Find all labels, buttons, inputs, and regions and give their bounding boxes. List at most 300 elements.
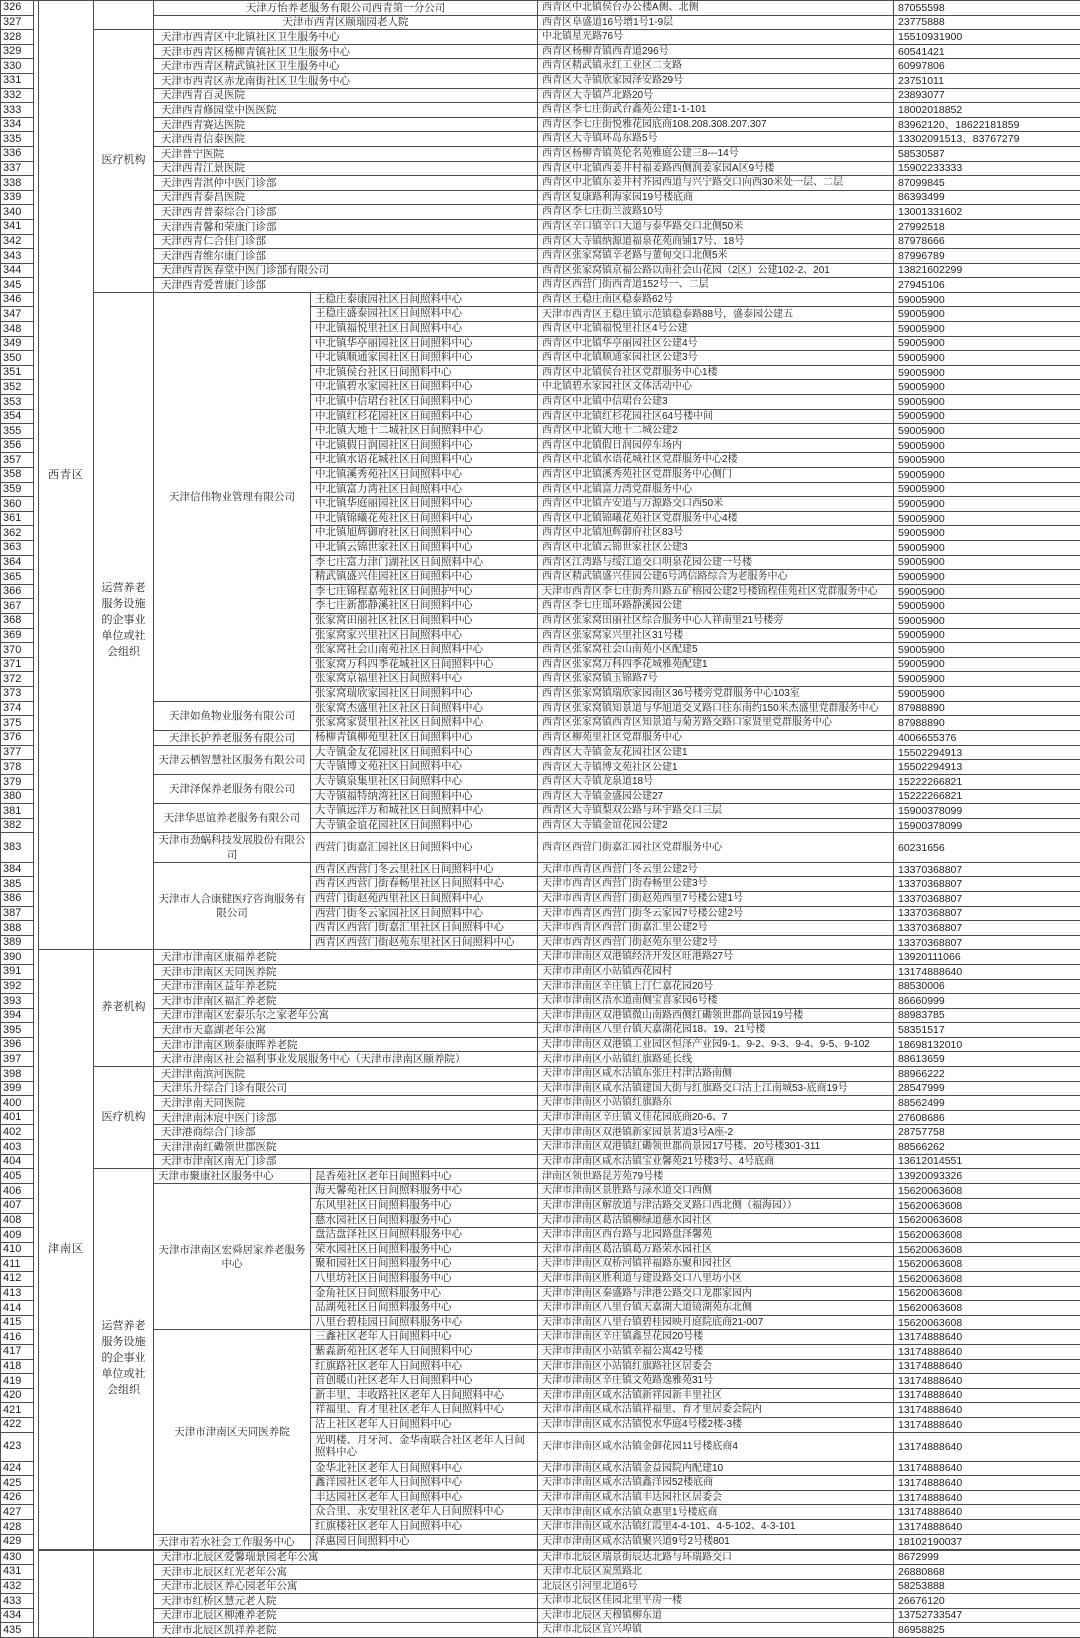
facility-name-cell: 鑫洋园社区老年人日间照料中心 (311, 1476, 538, 1491)
table-row (1, 205, 1080, 220)
address-cell: 西青区中北镇假日润园停车场内 (538, 438, 894, 453)
address-cell: 西青区中北镇大地十二城公建2 (538, 424, 894, 439)
organization-name-cell: 天津西青淇仲中医门诊部 (154, 176, 538, 191)
row-number-cell: 406 (1, 1184, 34, 1199)
operator-name-cell: 天津市若水社会工作服务中心 (154, 1534, 311, 1550)
table-row (1, 30, 1080, 45)
address-cell: 天津市津南区小站镇幸福公寓42号楼 (538, 1344, 894, 1359)
facility-name-cell: 中北镇中信珺台社区日间照料中心 (311, 395, 538, 410)
row-number-cell: 395 (1, 1023, 34, 1038)
address-cell: 天津市津南区小站镇红旗路东 (538, 1096, 894, 1111)
phone-cell: 59005900 (894, 409, 1080, 424)
phone-cell: 86393499 (894, 190, 1080, 205)
table-row (1, 994, 1080, 1009)
facility-name-cell: 众合里、永安里社区老年人日间照料中心 (311, 1505, 538, 1520)
table-row (1, 219, 1080, 234)
phone-cell: 23893077 (894, 88, 1080, 103)
organization-name-cell: 天津市津南区南无门诊部 (154, 1154, 538, 1169)
address-cell: 天津市北辰区天穆镇柳东道 (538, 1608, 894, 1623)
category-cell: 运营养老服务设施的企事业单位或社会组织 (94, 292, 154, 949)
row-number-cell: 410 (1, 1242, 34, 1257)
address-cell: 天津市津南区八里台镇天嘉湖花园18、19、21号楼 (538, 1023, 894, 1038)
row-number-cell: 332 (1, 88, 34, 103)
row-number-cell: 373 (1, 686, 34, 701)
address-cell: 西青区中北镇红杉花园社区64号楼中间 (538, 409, 894, 424)
phone-cell: 59005900 (894, 482, 1080, 497)
organization-name-cell: 天津市津南区顾泰康晖养老院 (154, 1037, 538, 1052)
phone-cell: 13174888640 (894, 1490, 1080, 1505)
row-number-cell: 351 (1, 365, 34, 380)
row-number-cell: 412 (1, 1271, 34, 1286)
address-cell: 天津市津南区辛庄镇义佳花园底商20-6、7 (538, 1110, 894, 1125)
facility-name-cell: 中北镇溪秀苑社区日间照料中心 (311, 468, 538, 483)
phone-cell: 59005900 (894, 380, 1080, 395)
facility-name-cell: 西营门街赵苑西里社区日间照料中心 (311, 891, 538, 906)
organization-name-cell: 天津市北辰区爱馨瑞景园老年公寓 (154, 1550, 538, 1565)
row-number-cell: 382 (1, 818, 34, 833)
organization-name-cell: 天津市北辰区凯祥养老院 (154, 1623, 538, 1638)
phone-cell: 59005900 (894, 643, 1080, 658)
phone-cell: 13174888640 (894, 1344, 1080, 1359)
phone-cell: 28757758 (894, 1125, 1080, 1140)
facility-name-cell: 盘沽盘泽社区日间照料服务中心 (311, 1228, 538, 1243)
organization-name-cell: 天津市天嘉湖老年公寓 (154, 1023, 538, 1038)
facility-name-cell: 张家窝万科四季花城社区日间照料中心 (311, 657, 538, 672)
phone-cell: 13174888640 (894, 1403, 1080, 1418)
row-number-cell: 376 (1, 730, 34, 745)
facility-name-cell: 中北镇富力湾社区日间照料中心 (311, 482, 538, 497)
row-number-cell: 338 (1, 176, 34, 191)
phone-cell: 15620063608 (894, 1257, 1080, 1272)
row-number-cell: 417 (1, 1344, 34, 1359)
phone-cell: 88566262 (894, 1140, 1080, 1155)
phone-cell: 59005900 (894, 351, 1080, 366)
phone-cell: 59005900 (894, 424, 1080, 439)
address-cell: 天津市津南区咸水沽镇红霞里4-4-101、4-5-102、4-3-101 (538, 1520, 894, 1535)
facility-name-cell: 首创暖山社区老年人日间照料中心 (311, 1374, 538, 1389)
row-number-cell: 328 (1, 30, 34, 45)
district-cell: 津南区 (39, 950, 94, 1550)
address-cell: 天津市津南区咸水沽镇鑫洋园52楼底商 (538, 1476, 894, 1491)
phone-cell: 13370368807 (894, 862, 1080, 877)
phone-cell: 13920111066 (894, 950, 1080, 965)
phone-cell: 13920093326 (894, 1169, 1080, 1184)
facility-name-cell: 张家窝瑞欣家园社区日间照料中心 (311, 686, 538, 701)
table-row (1, 1037, 1080, 1052)
organization-name-cell: 天津西青江景医院 (154, 161, 538, 176)
row-number-cell: 384 (1, 862, 34, 877)
operator-name-cell: 天津市聚康社区服务中心 (154, 1169, 311, 1184)
table-row (1, 1096, 1080, 1111)
facility-name-cell: 西营门街嘉汇园社区日间照料中心 (311, 833, 538, 862)
operator-name-cell: 天津信伟物业管理有限公司 (154, 292, 311, 701)
facility-name-cell: 中北镇福悦里社区日间照料中心 (311, 322, 538, 337)
row-number-cell: 362 (1, 526, 34, 541)
address-cell: 天津市津南区咸水沽镇金益园院内配建10 (538, 1461, 894, 1476)
phone-cell: 15620063608 (894, 1213, 1080, 1228)
row-number-cell: 403 (1, 1140, 34, 1155)
row-number-cell: 413 (1, 1286, 34, 1301)
row-number-cell: 378 (1, 760, 34, 775)
address-cell: 西青区中北镇溪秀苑社区党群服务中心侧门 (538, 468, 894, 483)
row-number-cell: 398 (1, 1067, 34, 1082)
address-cell: 西青区张家窝镇玉锦路7号 (538, 672, 894, 687)
table-row (1, 1564, 1080, 1579)
address-cell: 西青区大寺镇博文苑社区公建1 (538, 760, 894, 775)
address-cell: 西青区中北镇福悦里社区4号公建 (538, 322, 894, 337)
phone-cell: 59005900 (894, 322, 1080, 337)
row-number-cell: 361 (1, 511, 34, 526)
table-row (1, 103, 1080, 118)
phone-cell: 15900378099 (894, 804, 1080, 819)
row-number-cell: 419 (1, 1374, 34, 1389)
address-cell: 天津市津南区小站镇西花园村 (538, 964, 894, 979)
address-cell: 天津市津南区解放道与津沽路交叉路口西北侧（福海园）） (538, 1199, 894, 1214)
facility-name-cell: 中北镇顺通家园社区日间照料中心 (311, 351, 538, 366)
organization-name-cell: 天津市津南区天同医养院 (154, 964, 538, 979)
table-row (1, 979, 1080, 994)
row-number-cell: 356 (1, 438, 34, 453)
phone-cell: 60231656 (894, 833, 1080, 862)
row-number-cell: 354 (1, 409, 34, 424)
table-row (1, 1067, 1080, 1082)
row-number-cell: 423 (1, 1432, 34, 1461)
phone-cell: 59005900 (894, 468, 1080, 483)
facility-name-cell: 中北镇侯台社区日间照料中心 (311, 365, 538, 380)
facility-name-cell: 张家窝田丽社区社区日间照料中心 (311, 613, 538, 628)
row-number-cell: 407 (1, 1199, 34, 1214)
facility-name-cell: 大寺镇福特纳湾社区日间照料中心 (311, 789, 538, 804)
category-cell: 医疗机构 (94, 1067, 154, 1169)
table-row (1, 833, 1080, 862)
row-number-cell: 409 (1, 1228, 34, 1243)
address-cell: 西青区张家窝万科四季花城雅苑配建1 (538, 657, 894, 672)
phone-cell: 88966222 (894, 1067, 1080, 1082)
category-cell: 运营养老服务设施的企事业单位或社会组织 (94, 1169, 154, 1550)
phone-cell: 59005900 (894, 307, 1080, 322)
phone-cell: 15620063608 (894, 1286, 1080, 1301)
row-number-cell: 357 (1, 453, 34, 468)
address-cell: 西青区中北镇云锦世家社区公建3 (538, 540, 894, 555)
phone-cell: 27945106 (894, 278, 1080, 293)
facility-name-cell: 荣水园社区日间照料服务中心 (311, 1242, 538, 1257)
facility-name-cell: 中北镇红杉花园社区日间照料中心 (311, 409, 538, 424)
facility-name-cell: 张家窝社会山南苑社区日间照料中心 (311, 643, 538, 658)
address-cell: 天津市津南区咸水沽镇祥福里、育才里居委会院内 (538, 1403, 894, 1418)
address-cell: 天津市津南区咸水沽镇东张庄村津沽路南侧 (538, 1067, 894, 1082)
address-cell: 西青区复康路利海家园19号楼底商 (538, 190, 894, 205)
address-cell: 天津市津南区双港镇红磡领世郡尚景园17号楼、20号楼301-311 (538, 1140, 894, 1155)
phone-cell: 13174888640 (894, 1520, 1080, 1535)
row-number-cell: 367 (1, 599, 34, 614)
organization-name-cell: 天津市北辰区红光老年公寓 (154, 1564, 538, 1579)
phone-cell: 15502294913 (894, 745, 1080, 760)
address-cell: 天津市津南区辛庄镇鑫昱花园20号楼 (538, 1330, 894, 1345)
facility-name-cell: 大寺镇金谊花园社区日间照料中心 (311, 818, 538, 833)
organization-name-cell: 天津西青泰昌医院 (154, 190, 538, 205)
row-number-cell: 430 (1, 1550, 34, 1565)
facility-name-cell: 李七庄富力津门湖社区日间照料中心 (311, 555, 538, 570)
facility-name-cell: 李七庄锦程嘉苑社区日间照护中心 (311, 584, 538, 599)
phone-cell: 18102190037 (894, 1534, 1080, 1550)
phone-cell: 15902233333 (894, 161, 1080, 176)
row-number-cell: 336 (1, 146, 34, 161)
phone-cell: 26880868 (894, 1564, 1080, 1579)
address-cell: 天津市津南区双港镇新家园景茗道3号A座-2 (538, 1125, 894, 1140)
row-number-cell: 383 (1, 833, 34, 862)
address-cell: 天津市西青区西营门冬云里公建2号 (538, 862, 894, 877)
address-cell: 西青区中北镇富力湾党群服务中心 (538, 482, 894, 497)
facility-name-cell: 中北镇碧水家园社区日间照料中心 (311, 380, 538, 395)
row-number-cell: 353 (1, 395, 34, 410)
organization-name-cell: 天津市西青区赤龙南街社区卫生服务中心 (154, 73, 538, 88)
address-cell: 天津市津南区八里台镇碧桂园映月庭院底商21-007 (538, 1315, 894, 1330)
facility-name-cell: 慈水园社区日间照料服务中心 (311, 1213, 538, 1228)
address-cell: 天津市津南区西台路与北园路盘泽馨苑 (538, 1228, 894, 1243)
phone-cell: 15222266821 (894, 789, 1080, 804)
organization-name-cell: 天津西青信泰医院 (154, 132, 538, 147)
phone-cell: 88983785 (894, 1008, 1080, 1023)
row-number-cell: 421 (1, 1403, 34, 1418)
row-number-cell: 352 (1, 380, 34, 395)
table-row (1, 234, 1080, 249)
organization-name-cell: 天津市西青区杨柳青镇社区卫生服务中心 (154, 44, 538, 59)
row-number-cell: 333 (1, 103, 34, 118)
row-number-cell: 342 (1, 234, 34, 249)
organization-name-cell: 天津普宁医院 (154, 146, 538, 161)
phone-cell: 83962120、18622181859 (894, 117, 1080, 132)
table-row (1, 1008, 1080, 1023)
address-cell: 西青区柳苑里社区党群服务中心 (538, 730, 894, 745)
address-cell: 西青区李七庄街武台鑫苑公建1-1-101 (538, 103, 894, 118)
address-cell: 天津市津南区双港镇工业园区恒泽产业园9-1、9-2、9-3、9-4、9-5、9-102 (538, 1037, 894, 1052)
phone-cell: 18002018852 (894, 103, 1080, 118)
address-cell: 天津市津南区葛沽镇柳绿道慈水园社区 (538, 1213, 894, 1228)
phone-cell: 15900378099 (894, 818, 1080, 833)
phone-cell: 13174888640 (894, 1417, 1080, 1432)
facility-name-cell: 张家窝杰盛里社区社区日间照料中心 (311, 701, 538, 716)
phone-cell: 59005900 (894, 336, 1080, 351)
phone-cell: 28547999 (894, 1081, 1080, 1096)
table-row (1, 1184, 1080, 1199)
address-cell: 西青区中北镇旭辉御府社区83号 (538, 526, 894, 541)
district-cell: 西青区 (39, 1, 94, 950)
phone-cell: 59005900 (894, 613, 1080, 628)
phone-cell: 13174888640 (894, 1330, 1080, 1345)
facility-name-cell: 中北镇大地十二城社区日间照料中心 (311, 424, 538, 439)
address-cell: 西青区大寺镇龙泉道18号 (538, 775, 894, 790)
address-cell: 天津市津南区咸水沽镇金御花园11号楼底商4 (538, 1432, 894, 1461)
organization-name-cell: 天津市红桥区慧元老人院 (154, 1594, 538, 1609)
facility-name-cell: 红旗路社区老年人日间照料中心 (311, 1359, 538, 1374)
address-cell: 天津市津南区秦盛路与津港公路交口龙郡家园内 (538, 1286, 894, 1301)
address-cell: 天津市津南区咸水沽镇丰达园社区居委会 (538, 1490, 894, 1505)
row-number-cell: 429 (1, 1534, 34, 1550)
organization-name-cell: 天津市西青区精武镇社区卫生服务中心 (154, 59, 538, 74)
facility-name-cell: 沽上社区老年人日间照料中心 (311, 1417, 538, 1432)
address-cell: 西青区精武镇盛兴佳园公建6号鸿信路综合为老服务中心 (538, 570, 894, 585)
facility-name-cell: 王稳庄盛泰园社区日间照料中心 (311, 307, 538, 322)
row-number-cell: 399 (1, 1081, 34, 1096)
address-cell: 西青区中北镇顺通家园社区公建3号 (538, 351, 894, 366)
row-number-cell: 348 (1, 322, 34, 337)
phone-cell: 59005900 (894, 570, 1080, 585)
row-number-cell: 340 (1, 205, 34, 220)
row-number-cell: 400 (1, 1096, 34, 1111)
phone-cell: 13174888640 (894, 1359, 1080, 1374)
category-cell (94, 1, 154, 30)
address-cell: 西青区中北镇华亭丽园社区公建4号 (538, 336, 894, 351)
facility-name-cell: 精武镇盛兴佳园社区日间照料中心 (311, 570, 538, 585)
phone-cell: 87988890 (894, 701, 1080, 716)
organization-name-cell: 天津万怡养老服务有限公司西青第一分公司 (154, 1, 538, 16)
row-number-cell: 388 (1, 921, 34, 936)
facility-name-cell: 中北镇华亭丽园社区日间照料中心 (311, 336, 538, 351)
table-row (1, 59, 1080, 74)
row-number-cell: 349 (1, 336, 34, 351)
phone-cell: 27992518 (894, 219, 1080, 234)
table-row (1, 701, 1080, 716)
row-number-cell: 391 (1, 964, 34, 979)
address-cell: 天津市津南区胜利道与建设路交口八里坊小区 (538, 1271, 894, 1286)
address-cell: 西青区中北镇卉安道与万源路交口西50米 (538, 497, 894, 512)
address-cell: 天津市津南区小站镇红旗路延长线 (538, 1052, 894, 1067)
phone-cell: 59005900 (894, 453, 1080, 468)
row-number-cell: 411 (1, 1257, 34, 1272)
phone-cell: 58253888 (894, 1579, 1080, 1594)
table-row (1, 1330, 1080, 1345)
phone-cell: 13302091513、83767279 (894, 132, 1080, 147)
row-number-cell: 418 (1, 1359, 34, 1374)
table-row (1, 1550, 1080, 1565)
address-cell: 西青区杨柳青镇西青道296号 (538, 44, 894, 59)
facility-name-cell: 泽惠园日间照料中心 (311, 1534, 538, 1550)
table-row (1, 730, 1080, 745)
organization-name-cell: 天津市津南区益年养老院 (154, 979, 538, 994)
phone-cell: 15620063608 (894, 1199, 1080, 1214)
address-cell: 天津市西青区西营门街冬云家园7号楼公建2号 (538, 906, 894, 921)
row-number-cell: 385 (1, 877, 34, 892)
row-number-cell: 426 (1, 1490, 34, 1505)
organization-name-cell: 天津西青医春堂中医门诊部有限公司 (154, 263, 538, 278)
row-number-cell: 420 (1, 1388, 34, 1403)
phone-cell: 23775888 (894, 15, 1080, 30)
organization-name-cell: 天津市北辰区养心园老年公寓 (154, 1579, 538, 1594)
facility-name-cell: 八里台碧桂园日间照料服务中心 (311, 1315, 538, 1330)
facility-table-body (1, 1, 1080, 1638)
phone-cell: 59005900 (894, 540, 1080, 555)
address-cell: 西青区张家窝镇京福公路以南社会山花园（2区）公建102-2、201 (538, 263, 894, 278)
category-cell (94, 1550, 154, 1638)
address-cell: 天津市西青区西营门街春畅里公建3号 (538, 877, 894, 892)
organization-name-cell: 天津西青赛达医院 (154, 117, 538, 132)
table-row (1, 1534, 1080, 1550)
address-cell: 津南区领世路昆芳苑79号楼 (538, 1169, 894, 1184)
phone-cell: 88613659 (894, 1052, 1080, 1067)
phone-cell: 4006655376 (894, 730, 1080, 745)
address-cell: 天津市津南区双港镇微山南路西侧红磡领世郡尚景园19号楼 (538, 1008, 894, 1023)
phone-cell: 87978666 (894, 234, 1080, 249)
phone-cell: 60541421 (894, 44, 1080, 59)
address-cell: 西青区精武镇永红工业区二支路 (538, 59, 894, 74)
organization-name-cell: 天津津南红磡领世郡医院 (154, 1140, 538, 1155)
table-row (1, 1140, 1080, 1155)
phone-cell: 15502294913 (894, 760, 1080, 775)
address-cell: 天津市津南区双桥河镇祥福路东聚和园社区 (538, 1257, 894, 1272)
phone-cell: 23751011 (894, 73, 1080, 88)
address-cell: 天津市北辰区宜兴埠镇 (538, 1623, 894, 1638)
row-number-cell: 334 (1, 117, 34, 132)
row-number-cell: 344 (1, 263, 34, 278)
row-number-cell: 397 (1, 1052, 34, 1067)
phone-cell: 87055598 (894, 1, 1080, 16)
row-number-cell: 422 (1, 1417, 34, 1432)
table-row (1, 1125, 1080, 1140)
address-cell: 西青区张家窝田丽社区综合服务中心人祥南里21号楼旁 (538, 613, 894, 628)
row-number-cell: 369 (1, 628, 34, 643)
address-cell: 西青区中北镇侯台社区党群服务中心1楼 (538, 365, 894, 380)
address-cell: 北辰区引河里北道6号 (538, 1579, 894, 1594)
row-number-cell: 393 (1, 994, 34, 1009)
address-cell: 天津市津南区辛庄镇文苑路逸雅苑31号 (538, 1374, 894, 1389)
row-number-cell: 368 (1, 613, 34, 628)
table-row (1, 1023, 1080, 1038)
row-number-cell: 402 (1, 1125, 34, 1140)
phone-cell: 13612014551 (894, 1154, 1080, 1169)
table-row (1, 176, 1080, 191)
phone-cell: 59005900 (894, 511, 1080, 526)
table-row (1, 964, 1080, 979)
operator-name-cell: 天津市劲蜗科技发展股份有限公司 (154, 833, 311, 862)
table-row (1, 161, 1080, 176)
organization-name-cell: 天津西青馨和荣康门诊部 (154, 219, 538, 234)
phone-cell: 87988890 (894, 716, 1080, 731)
row-number-cell: 347 (1, 307, 34, 322)
address-cell: 西青区王稳庄南区稳泰路62号 (538, 292, 894, 307)
phone-cell: 88530006 (894, 979, 1080, 994)
address-cell: 西青区张家窝镇知景道与华旭道交叉路口往东南约150米杰盛里党群服务中心 (538, 701, 894, 716)
phone-cell: 87996789 (894, 249, 1080, 264)
phone-cell: 13370368807 (894, 891, 1080, 906)
address-cell: 中北镇星光路76号 (538, 30, 894, 45)
organization-name-cell: 天津津南滨河医院 (154, 1067, 538, 1082)
organization-name-cell: 天津市津南区社会福利事业发展服务中心（天津市津南区颐养院） (154, 1052, 538, 1067)
operator-name-cell: 天津长护养老服务有限公司 (154, 730, 311, 745)
organization-name-cell: 天津西青仁合佳门诊部 (154, 234, 538, 249)
phone-cell: 13752733547 (894, 1608, 1080, 1623)
address-cell: 天津市西青区王稳庄镇示范镇稳泰路88号，盛泰园公建五 (538, 307, 894, 322)
phone-cell: 13174888640 (894, 1432, 1080, 1461)
address-cell: 天津市西青区李七庄街秀川路五矿榕园公建2号楼锦程佳苑社区党群服务中心 (538, 584, 894, 599)
phone-cell: 59005900 (894, 365, 1080, 380)
row-number-cell: 425 (1, 1476, 34, 1491)
phone-cell: 59005900 (894, 497, 1080, 512)
row-number-cell: 374 (1, 701, 34, 716)
organization-name-cell: 天津津南沐宸中医门诊部 (154, 1110, 538, 1125)
address-cell: 西青区大寺镇芦北路20号 (538, 88, 894, 103)
row-number-cell: 337 (1, 161, 34, 176)
row-number-cell: 390 (1, 950, 34, 965)
address-cell: 天津市西青区西营门街嘉汇里公建2号 (538, 921, 894, 936)
address-cell: 天津市津南区浯水道南侧宝喜家园6号楼 (538, 994, 894, 1009)
row-number-cell: 394 (1, 1008, 34, 1023)
phone-cell: 15620063608 (894, 1242, 1080, 1257)
address-cell: 西青区大寺镇金友花园社区公建1 (538, 745, 894, 760)
address-cell: 天津市西青区西营门街赵苑西里7号楼公建1号 (538, 891, 894, 906)
address-cell: 西青区李七庄瑶环路静溪园公建 (538, 599, 894, 614)
address-cell: 中北镇碧水家园社区文体活动中心 (538, 380, 894, 395)
row-number-cell: 386 (1, 891, 34, 906)
